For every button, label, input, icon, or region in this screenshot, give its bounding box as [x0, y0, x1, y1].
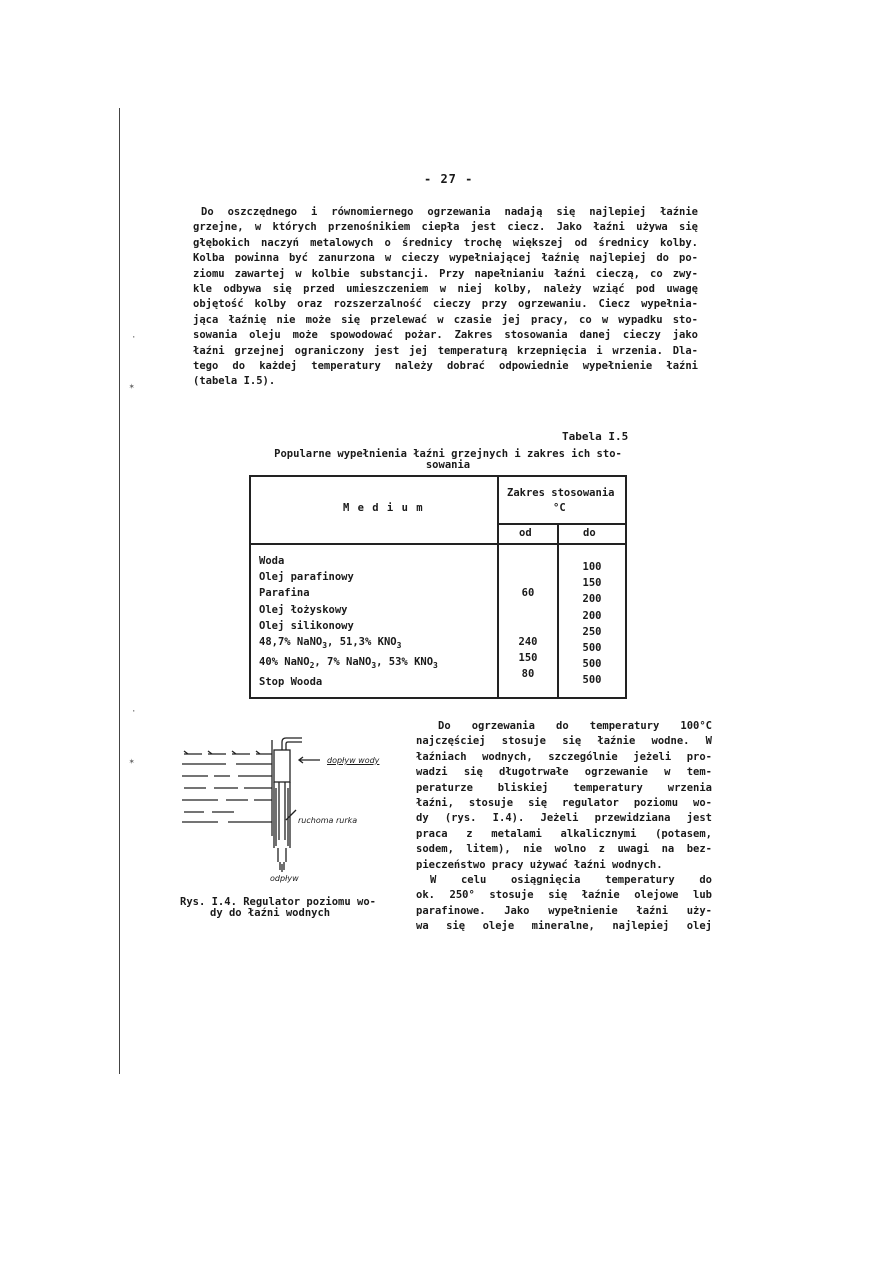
table-cell-to: 500 [582, 674, 602, 687]
text-line: tego do każdej temperatury należy dobrać odpowiednie wypełnienie łaźni [193, 360, 698, 373]
text-line: wadzi się długotrwałe ogrzewanie w tem- [416, 766, 712, 779]
text-line: łaźni, stosuje się regulator poziomu wo- [416, 797, 712, 810]
table-cell-medium: Olej silikonowy [259, 619, 354, 632]
from-column [499, 553, 557, 683]
table-cell-to: 200 [582, 593, 602, 606]
media-table [249, 475, 627, 699]
medium-column [259, 553, 438, 691]
text-line: Do ogrzewania do temperatury 100°C [438, 720, 712, 732]
text-line: W celu osiągnięcia temperatury do [430, 874, 712, 887]
scan-speck: · [131, 707, 137, 717]
scan-speck: · [131, 333, 137, 343]
table-cell-from: 150 [518, 652, 538, 665]
table-cell-to: 150 [582, 577, 602, 590]
intro-paragraph [193, 205, 698, 390]
text-line: peraturze bliskiej temperatury wrzenia [416, 781, 712, 794]
text-line: jąca łaźnię nie może się przelewać w czasie jej pracy, co w wypadku sto- [193, 313, 698, 326]
text-line: najczęściej stosuje się łaźnie wodne. W [416, 735, 712, 748]
table-cell-medium: 40% NaNO$_2$, 7% NaNO$_3$, 53% $KNO_3$ [259, 656, 438, 671]
header-to: do [583, 527, 596, 539]
table-cell-from [499, 569, 557, 585]
text-line: dy (rys. I.4). Jeżeli przewidziana jest [416, 812, 712, 825]
header-unit: °C [553, 502, 566, 514]
table-cell-from: 80 [521, 668, 535, 681]
header-from: od [519, 527, 532, 539]
table-cell-to: 250 [582, 625, 602, 638]
table-cell-from: 60 [521, 587, 535, 600]
table-cell-to: 500 [582, 642, 602, 655]
label-movable-tube: ruchoma rurka [298, 816, 358, 825]
text-line: kle odbywa się przed umieszczeniem w niej kolby, należy wziąć pod uwagę [193, 283, 698, 296]
label-outflow: odpływ [270, 874, 299, 883]
table-cell-from: 240 [518, 636, 538, 649]
table-cell-from [499, 602, 557, 618]
table-title-line: Popularne wypełnienia łaźni grzejnych i zakres ich sto- [274, 448, 622, 460]
table-cell-medium: 48,7% NaNO$_3$, 51,3% $KNO_3$ [259, 636, 402, 651]
text-line: (tabela I.5). [193, 375, 276, 388]
page-number: - 27 - [424, 172, 474, 186]
caption-line: Rys. I.4. Regulator poziomu wo- [180, 896, 376, 908]
table-cell-medium: Parafina [259, 587, 310, 600]
water-level-regulator-figure [178, 736, 398, 886]
header-medium: M e d i u m [343, 502, 424, 514]
scan-speck: ✶ [129, 382, 135, 392]
text-line: Kolba powinna być zanurzona w cieczy wypełniającej łaźnię najlepiej do po- [193, 252, 698, 265]
scan-speck: ✶ [129, 757, 135, 767]
label-water-inflow: dopływ wody [327, 756, 380, 765]
table-label: Tabela I.5 [562, 430, 629, 443]
table-cell-to: 500 [582, 658, 602, 671]
table-cell-medium: Stop Wooda [259, 676, 323, 689]
table-cell-from [499, 553, 557, 569]
text-line: objętość kolby oraz rozszerzalność cieczy przy ogrzewaniu. Ciecz wypełnia- [193, 298, 698, 311]
text-line: sodem, litem), nie wolno z uwagi na bez- [416, 843, 712, 856]
figure-caption [180, 897, 376, 919]
text-line: łaźni grzejnej ograniczony jest jej temperaturą krzepnięcia i wrzenia. Dla- [193, 344, 698, 357]
text-line: parafinowe. Jako wypełnienie łaźni uży- [416, 904, 712, 917]
table-cell-to: 100 [582, 561, 602, 573]
text-line: ziomu zawartej w kolbie substancji. Przy napełnianiu łaźni cieczą, co zwy- [193, 267, 698, 280]
text-line: głębokich naczyń metalowych o średnicy trochę większej od średnicy kolby. [193, 236, 698, 249]
table-title [258, 449, 638, 471]
right-column-text [416, 719, 712, 935]
text-line: wa się oleje mineralne, najlepiej olej [416, 920, 712, 933]
text-line: pieczeństwo pracy używać łaźni wodnych. [416, 858, 663, 871]
header-range: Zakres stosowania [507, 487, 615, 499]
caption-line: dy do łaźni wodnych [210, 907, 331, 919]
table-cell-medium: Olej parafinowy [259, 571, 354, 584]
text-line: grzejne, w których przenośnikiem ciepła jest ciecz. Jako łaźni używa się [193, 221, 698, 234]
table-cell-medium: Woda [259, 555, 285, 567]
table-cell-to: 200 [582, 609, 602, 622]
text-line: Do oszczędnego i równomiernego ogrzewania nadają się najlepiej łaźnie [201, 206, 698, 218]
table-title-line: sowania [425, 459, 471, 471]
page-margin-line [119, 108, 120, 1074]
text-line: ok. 250° stosuje się łaźnie olejowe lub [416, 889, 712, 902]
text-line: praca z metalami alkalicznymi (potasem, [416, 827, 712, 840]
text-line: sowania oleju może spowodować pożar. Zakres stosowania danej cieczy jako [193, 329, 698, 342]
text-line: łaźniach wodnych, szczególnie jeżeli pro- [416, 750, 712, 763]
to-column [559, 559, 625, 689]
table-cell-from [499, 618, 557, 634]
table-cell-medium: Olej łożyskowy [259, 603, 348, 616]
